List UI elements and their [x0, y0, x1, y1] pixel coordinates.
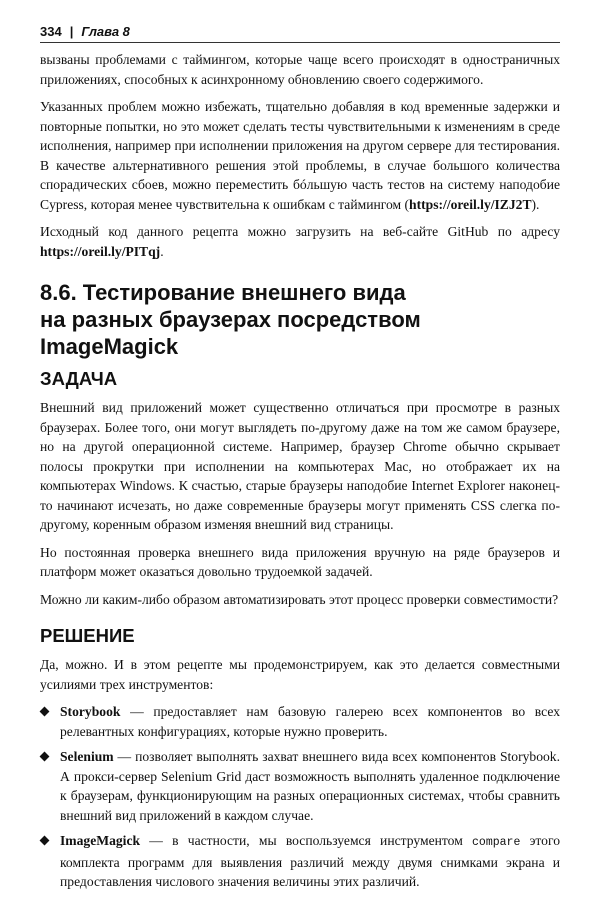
- intro-paragraph-2: [40, 97, 560, 214]
- intro-paragraph-2-text: Указанных проблем можно избежать, тщательно добавляя в код временные задержки и повторные попытки, но это может сделать тесты чувствительными к изменениям в среде исполнения, например при исполнении приложения на другом сервере для тестирования. В качестве альтернативного решения этой проблемы, в случае большого количества спорадических сбоев, можно переместить бóльшую часть тестов на систему наподобие Cypress, которая менее чувствительна к ошибкам с таймингом (: [40, 99, 560, 212]
- code-compare: compare: [472, 836, 521, 849]
- intro-paragraph-3: [40, 222, 560, 261]
- chapter-label: Глава 8: [81, 24, 130, 39]
- tool-description-start: — в частности, мы воспользуемся инструментом: [140, 833, 473, 848]
- diamond-bullet-icon: [40, 836, 50, 846]
- header-rule: [40, 42, 560, 43]
- solution-paragraph-1: Да, можно. И в этом рецепте мы продемонстрируем, как это делается совместными усилиями трех инструментов:: [40, 657, 560, 692]
- list-item: [40, 747, 560, 825]
- section-title-line-1: 8.6. Тестирование внешнего вида: [40, 280, 406, 305]
- task-paragraph-2: Но постоянная проверка внешнего вида приложения вручную на ряде браузеров и платформ может оказаться довольно трудоемкой задачей.: [40, 544, 560, 579]
- tool-description: — предоставляет нам базовую галерею всех компонентов во всех релевантных конфигурациях, которые нужно проверить.: [60, 704, 560, 739]
- tool-description-end: этого комплекта программ для выявления различий между двумя снимками экрана и предоставления числового значения величины этих различий.: [60, 833, 560, 889]
- cypress-link[interactable]: https://oreil.ly/IZJ2T: [409, 196, 532, 212]
- intro-paragraph-1: вызваны проблемами с таймингом, которые чаще всего происходят в одностраничных приложениях, способных к асинхронному обновлению своего содержимого.: [40, 52, 560, 87]
- list-item: [40, 831, 560, 892]
- task-paragraph-3: Можно ли каким-либо образом автоматизировать этот процесс проверки совместимости?: [40, 591, 559, 607]
- intro-paragraph-3-end: .: [160, 243, 164, 259]
- task-paragraph-1: Внешний вид приложений может существенно отличаться при просмотре в разных браузерах. Более того, они могут выглядеть по-другому даже на том же самом браузере, но на другой операционной системе. Например, браузер Chrome обычно скрывает полосы прокрутки при исполнении на компьютерах Mac, но отображает их на компьютерах Windows. К счастью, старые браузеры наподобие Internet Explorer наконец-то начинают исчезать, но даже современные браузеры могут применять CSS слегка по-другому, коренным образом изменяя внешний вид страницы.: [40, 400, 560, 532]
- list-item: [40, 702, 560, 741]
- intro-paragraph-2-end: ).: [531, 196, 540, 212]
- tool-term: Storybook: [60, 704, 121, 719]
- page-number: 334: [40, 24, 62, 39]
- task-heading: ЗАДАЧА: [40, 368, 118, 389]
- header-separator: |: [69, 24, 74, 39]
- solution-heading: РЕШЕНИЕ: [40, 625, 135, 646]
- page-header: [40, 24, 560, 39]
- tool-description: — позволяет выполнять захват внешнего вида всех компонентов Storybook. А прокси-сервер Selenium Grid даст возможность выполнять удаленное подключение к браузерам, функционирующим на разных операционных системах, чтобы сравнить внешний вид приложений в каждом случае.: [60, 749, 560, 823]
- github-link[interactable]: https://oreil.ly/PITqj: [40, 243, 161, 259]
- tool-term: ImageMagick: [60, 833, 141, 848]
- tool-term: Selenium: [60, 749, 114, 764]
- diamond-bullet-icon: [40, 752, 50, 762]
- tools-list: [40, 702, 560, 892]
- intro-paragraph-3-text: Исходный код данного рецепта можно загрузить на веб-сайте GitHub по адресу: [40, 224, 560, 239]
- section-title-line-2: на разных браузерах посредством ImageMagick: [40, 307, 421, 359]
- section-title: [40, 279, 560, 360]
- diamond-bullet-icon: [40, 707, 50, 717]
- page-body: [40, 50, 560, 898]
